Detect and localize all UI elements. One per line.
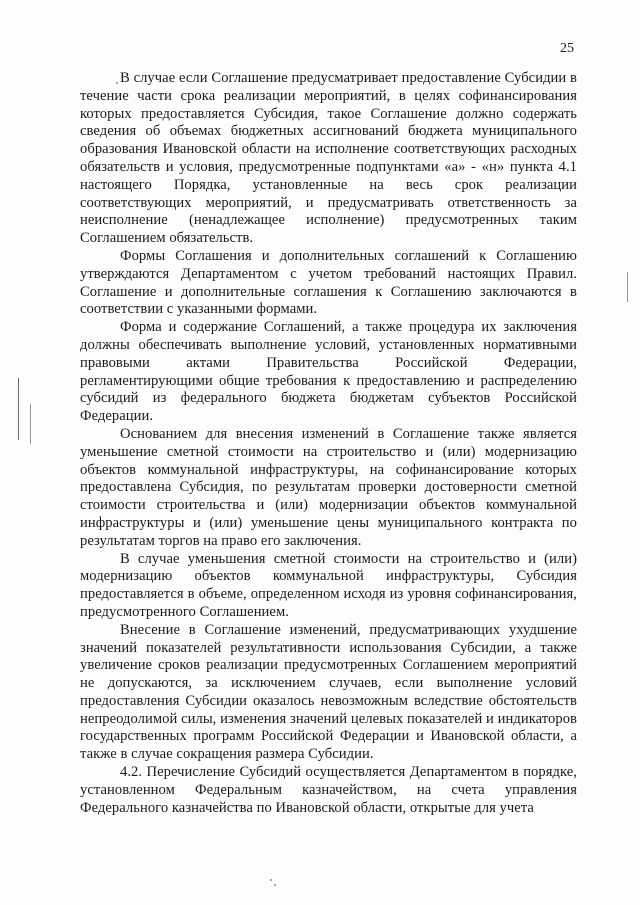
- paragraph-amendment-grounds: Основанием для внесения изменений в Соглашение также является уменьшение сметной стоимости на строительство и (или) модернизацию объектов коммунальной инфраструктуры, на софинансирование которых предоставлена Субсидия, по результатам проверки достоверности сметной стоимости строительства и (или) модернизации объектов коммунальной инфраструктуры и (или) уменьшение цены муниципального контракта по результатам торгов на право его заключения.: [80, 425, 577, 549]
- paragraph-subsidy-partial-term: В случае если Соглашение предусматривает предоставление Субсидии в течение части срока реализации мероприятий, в целях софинансирования которых предоставляется Субсидия, такое Соглашение должно содержать сведения об объемах бюджетных ассигнований бюджета муниципального образования Ивановской области на исполнение соответствующих расходных обязательств и условия, предусмотренные подпунктами «а» - «н» пункта 4.1 настоящего Порядка, установленные на весь срок реализации соответствующих мероприятий, и предусматривать ответственность за неисполнение (ненадлежащее исполнение) предусмотренных таким Соглашением обязательств.: [80, 70, 577, 247]
- scan-artifact-line: [627, 272, 628, 302]
- paragraph-amendment-restrictions: Внесение в Соглашение изменений, предусматривающих ухудшение значений показателей результативности использования Субсидии, а также увеличение сроков реализации предусмотренных Соглашением мероприятий не допускаются, за исключением случаев, если выполнение условий предоставления Субсидии оказалось невозможным вследствие обстоятельств непреодолимой силы, изменения значений целевых показателей и индикаторов государственных программ Российской Федерации и Ивановской области, а также в случае сокращения размера Субсидии.: [80, 621, 577, 763]
- scan-speck: [274, 884, 276, 886]
- scan-artifact-line: [30, 404, 31, 444]
- paragraph-section-4-2: 4.2. Перечисление Субсидий осуществляется Департаментом в порядке, установленном Федеральным казначейством, на счета управления Федерального казначейства по Ивановской области, открытые для учета: [80, 764, 577, 816]
- paragraph-agreement-forms: Формы Соглашения и дополнительных соглашений к Соглашению утверждаются Департаментом с учетом требований настоящих Правил. Соглашение и дополнительные соглашения к Соглашению заключаются в соответствии с указанными формами.: [80, 247, 577, 318]
- scan-artifact-line: [18, 378, 19, 440]
- paragraph-cost-reduction: В случае уменьшения сметной стоимости на строительство и (или) модернизацию объектов коммунальной инфраструктуры, Субсидия предоставляется в объеме, определенном исходя из уровня софинансирования, предусмотренного Соглашением.: [80, 550, 577, 620]
- paragraph-agreement-content: Форма и содержание Соглашений, а также процедура их заключения должны обеспечивать выполнение условий, установленных нормативными правовыми актами Правительства Российской Федерации, регламентирующими общие требования к предоставлению и распределению субсидий из федерального бюджета бюджетам субъектов Российской Федерации.: [80, 319, 577, 425]
- body-text: [80, 70, 577, 817]
- scan-speck: [116, 82, 118, 84]
- scan-speck: [270, 879, 272, 881]
- page-number: 25: [560, 41, 574, 56]
